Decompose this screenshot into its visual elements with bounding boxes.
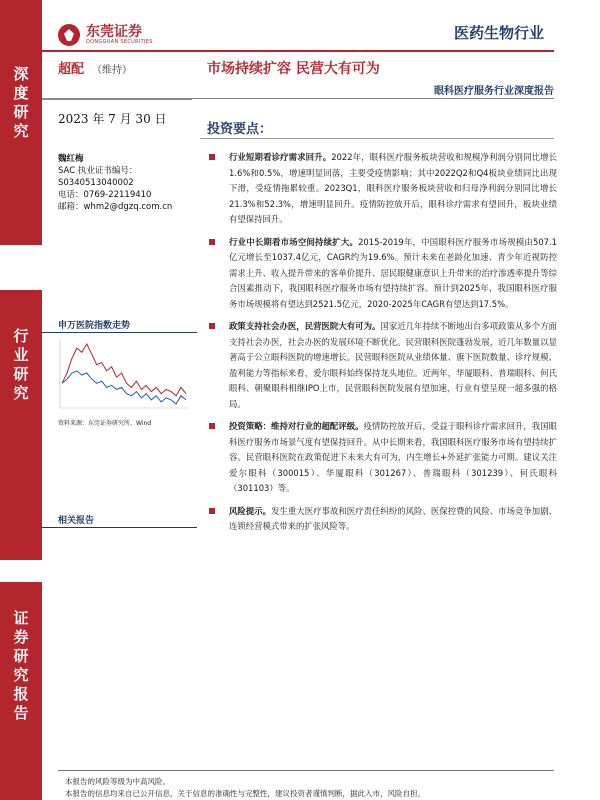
key-point-text: 发生重大医疗事故和医疗责任纠纷的风险、医保控费的风险、市场竞争加剧、连锁经营模式带来的扩张风险等。 xyxy=(229,505,558,531)
footer-risk-level: 本报告的风险等级为中高风险。 xyxy=(65,777,170,786)
related-reports-divider xyxy=(42,527,197,528)
chart-series-line-1 xyxy=(62,344,186,396)
key-point-lead: 投资策略：维持对行业的超配评级。 xyxy=(229,421,364,431)
key-point xyxy=(207,150,557,228)
key-point-text: 疫情防控放开后，受益于眼科诊疗需求回升，我国眼科医疗服务市场景气度有望保持回升。从中长期来看，我国眼科医疗服务市场有望持续扩容。民营眼科医院在政策促进下未来大有可为，内生增长+外延扩张能力可期。建议关注爱尔眼科（300015）、华厦眼科（301267）、普瑞眼科（301239）、何氏眼科（301103）等。 xyxy=(229,421,557,493)
rating-note: （维持） xyxy=(92,65,133,76)
header-divider xyxy=(42,50,554,52)
logo-text: 东莞证券 xyxy=(86,24,142,40)
key-point-text: 2022年，眼科医疗服务板块营收和规模净利润分别同比增长1.6%和0.5%，增速明显回落，主要受疫情影响；其中2022Q2和Q4板块业绩同比出现下滑，受疫情拖累较重。2023Q1，眼科医疗服务板块营收和归母净利润分别同比增长21.3%和52.3%，增速明显回升。疫情防控放开后，眼科诊疗需求有望回升，板块业绩有望保持回升。 xyxy=(229,152,558,224)
key-point-lead: 行业中长期看市场空间持续扩大。 xyxy=(229,236,359,247)
chart-source: 资料来源：东莞证券研究所，Wind xyxy=(58,420,152,427)
key-point xyxy=(207,504,557,535)
logo-icon xyxy=(58,24,80,46)
side-band-securities-report xyxy=(0,582,42,800)
bullet-icon xyxy=(209,423,215,429)
report-date: 2023 年 7 月 30 日 xyxy=(58,112,167,126)
related-reports-title: 相关报告 xyxy=(58,516,95,526)
key-point-lead: 政策支持社会办医，民营医院大有可为。 xyxy=(229,321,381,331)
key-point xyxy=(207,319,557,412)
report-headline: 市场持续扩容 民营大有可为 xyxy=(207,61,380,77)
footer-divider xyxy=(58,770,554,771)
subheader-divider-left xyxy=(42,98,192,100)
key-point-text: 2015-2019年，中国眼科医疗服务市场规模由507.1亿元增长至1037.4亿元，CAGR约为19.6%。预计未来在老龄化加速、青少年近视防控需求上升、收入提升带来的客单价提升、居民眼健康意识上升带来的治疗渗透率提升等综合因素推动下，我国眼科医疗服务市场有望持续扩容。预计到2025年，我国眼科医疗服务市场规模将有望达到2521.5亿元，2020-2025年CAGR有望达到17.5%。 xyxy=(229,236,558,309)
footer xyxy=(65,776,545,800)
cert-number: S0340513040002 xyxy=(58,178,134,188)
footer-disclaimer: 本报告的信息均来自已公开信息，关于信息的准确性与完整性，建议投资者谨慎判断，据此入市，风险自担。 xyxy=(65,789,425,798)
industry-title: 医药生物行业 xyxy=(453,24,544,42)
analyst-info xyxy=(58,153,198,213)
bullet-icon xyxy=(209,508,215,514)
key-point xyxy=(207,235,557,313)
bullet-icon xyxy=(209,239,215,245)
side-band-deep-research xyxy=(0,0,42,245)
analyst-phone: 电话：0769-22119410 xyxy=(58,190,152,200)
index-trend-chart xyxy=(58,338,190,410)
cert-label: SAC 执业证书编号： xyxy=(58,166,138,176)
report-type: 眼科医疗服务行业深度报告 xyxy=(434,86,554,97)
key-points-divider xyxy=(200,138,554,139)
side-label-deep-research: 深度研究 xyxy=(11,66,30,142)
logo-subtext: DONGGUAN SECURITIES xyxy=(86,39,153,45)
rating xyxy=(58,58,132,77)
analyst-name: 魏红梅 xyxy=(58,154,84,164)
key-point xyxy=(207,419,557,497)
bullet-icon xyxy=(209,154,215,160)
key-point-lead: 行业短期看诊疗需求回升。 xyxy=(229,152,332,162)
analyst-email[interactable]: 邮箱：whm2@dgzq.com.cn xyxy=(58,202,173,212)
rating-value: 超配 xyxy=(58,62,85,77)
side-label-securities-report: 证券研究报告 xyxy=(11,610,30,724)
company-logo xyxy=(58,24,153,46)
chart-series-line-2 xyxy=(62,371,186,404)
key-point-lead: 风险提示。 xyxy=(229,505,272,516)
key-point-text: 国家近几年持续不断地出台多项政策从多个方面支持社会办医，社会办医的发展环境不断优化。民营眼科医院蓬勃发展，近几年数量以显著高于公立眼科医院的增速增长。民营眼科医院从业绩体量、旗下医院数量、诊疗规模、盈利能力等指标来看，爱尔眼科始终保持龙头地位。近两年，华厦眼科、普瑞眼科、何氏眼科、朝聚眼科相继IPO上市，民营眼科医院发展有望加速，行业有望呈现一超多强的格局。 xyxy=(229,321,558,409)
key-points-title: 投资要点： xyxy=(207,122,273,137)
key-points-list xyxy=(207,150,557,542)
bullet-icon xyxy=(209,323,215,329)
side-band-industry-research xyxy=(0,290,42,560)
side-label-industry-research: 行业研究 xyxy=(11,328,30,404)
chart-title: 申万医院指数走势 xyxy=(58,321,131,331)
chart-title-divider xyxy=(42,332,197,333)
